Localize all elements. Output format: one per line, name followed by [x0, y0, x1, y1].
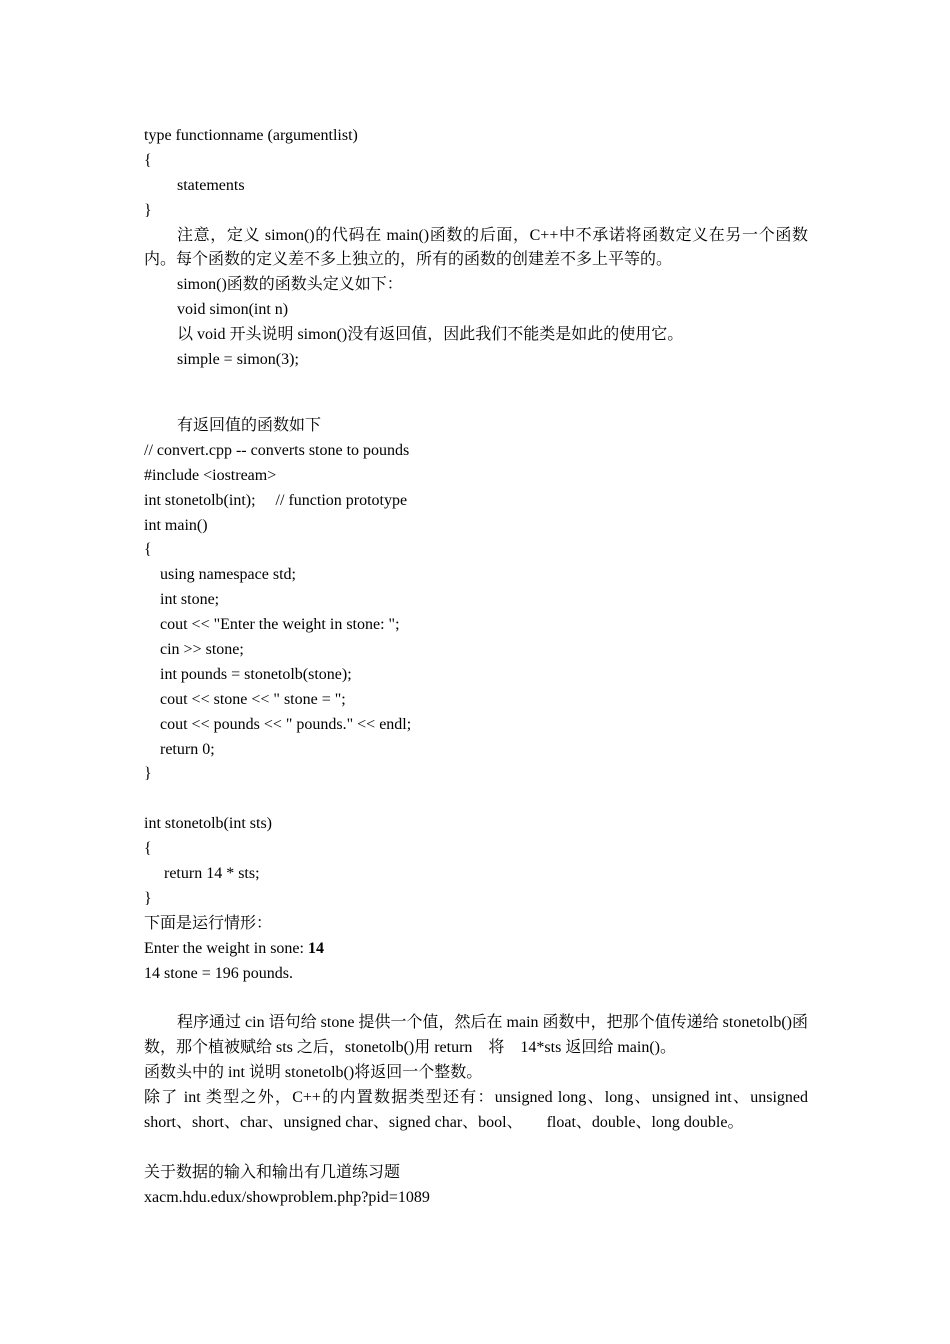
output-prompt: Enter the weight in sone: — [144, 939, 308, 957]
code-line: type functionname (argumentlist) — [144, 127, 358, 144]
blank-space — [144, 1136, 808, 1161]
output-input-value: 14 — [307, 939, 324, 957]
url-text: xacm.hdu.edux/showproblem.php?pid=1089 — [144, 1188, 430, 1206]
output-line — [144, 937, 808, 962]
text-line: 关于数据的输入和输出有几道练习题 — [144, 1163, 401, 1181]
code-line: cout << pounds << " pounds." << endl; — [160, 715, 412, 733]
code-line: cout << "Enter the weight in stone: "; — [160, 616, 400, 634]
code-line: int main() — [144, 516, 208, 534]
code-line: int stonetolb(int sts) — [144, 815, 272, 833]
blank-space — [144, 787, 808, 812]
document-page — [144, 124, 808, 1211]
blank-space — [144, 373, 808, 414]
output-line: 14 stone = 196 pounds. — [144, 964, 294, 982]
text-line: simon()函数的函数头定义如下： — [177, 276, 403, 294]
code-line: cin >> stone; — [160, 640, 244, 658]
code-line: void simon(int n) — [177, 301, 289, 319]
section-heading: 有返回值的函数如下 — [177, 416, 322, 434]
code-line: } — [144, 201, 152, 219]
code-line: using namespace std; — [160, 566, 296, 584]
code-line: int stonetolb(int); // function prototype — [144, 491, 408, 509]
code-line: #include <iostream> — [144, 466, 277, 484]
code-line: int pounds = stonetolb(stone); — [160, 665, 352, 683]
code-line: cout << stone << " stone = "; — [160, 690, 346, 708]
paragraph-explanation: 程序通过 cin 语句给 stone 提供一个值，然后在 main 函数中，把那个值传递给 stonetolb()函数，那个植被赋给 sts 之后，stonetolb()用 return 将 14*sts 返回给 main()。 — [144, 1014, 808, 1057]
code-line: return 0; — [160, 740, 215, 758]
code-line: } — [144, 889, 152, 907]
code-line: { — [144, 151, 152, 169]
code-line: // convert.cpp -- converts stone to pounds — [144, 441, 410, 459]
code-line: int stone; — [160, 591, 220, 609]
paragraph-note: 注意，定义 simon()的代码在 main()函数的后面，C++中不承诺将函数定义在另一个函数内。每个函数的定义差不多上独立的，所有的函数的创建差不多上平等的。 — [144, 226, 808, 269]
paragraph-types: 除了 int 类型之外，C++的内置数据类型还有：unsigned long、long、unsigned int、unsigned short、short、char、unsigned char、signed char、bool、 float、double、long double。 — [144, 1089, 808, 1131]
text-line: 以 void 开头说明 simon()没有返回值，因此我们不能类是如此的使用它。 — [177, 326, 684, 344]
code-line: statements — [177, 176, 245, 194]
code-line: simple = simon(3); — [177, 351, 299, 369]
code-line: return 14 * sts; — [164, 864, 260, 882]
blank-space — [144, 986, 808, 1011]
code-line: { — [144, 840, 152, 858]
code-line: { — [144, 541, 152, 559]
code-line: } — [144, 765, 152, 783]
text-line: 函数头中的 int 说明 stonetolb()将返回一个整数。 — [144, 1064, 483, 1082]
text-line: 下面是运行情形： — [144, 914, 273, 932]
